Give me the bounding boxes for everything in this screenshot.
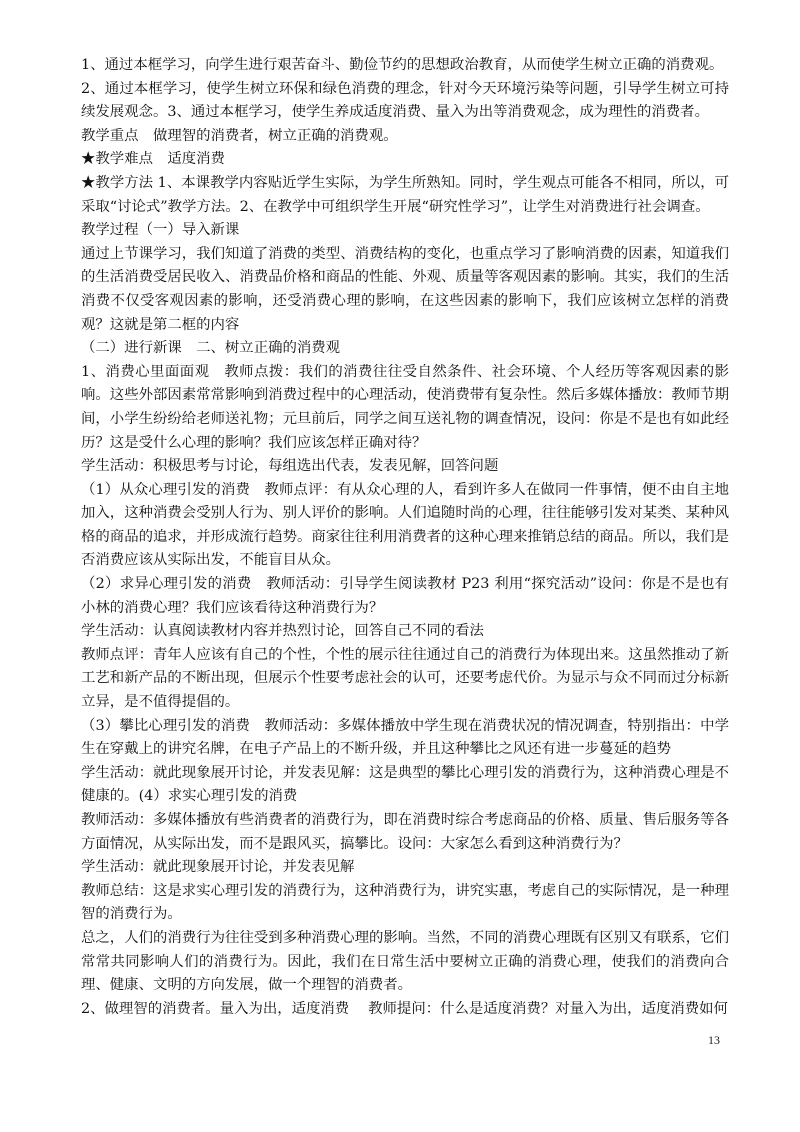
paragraph-difficulty: ★教学难点 适度消费 (81, 151, 225, 168)
paragraph-new-lesson-heading: （二）进行新课 二、树立正确的消费观 (81, 340, 341, 357)
paragraph-student-activity-4: 学生活动：就此现象展开讨论，并发表见解 (81, 859, 355, 876)
paragraph-rational-consumer: 2、做理智的消费者。量入为出，适度消费 教师提问：什么是适度消费？对量入为出，适度消费如何 (81, 1000, 728, 1017)
paragraph-student-activity-1: 学生活动：积极思考与讨论，每组选出代表，发表见解，回答问题 (81, 458, 499, 475)
paragraph-student-activity-3: 学生活动：就此现象展开讨论，并发表见解：这是典型的攀比心理引发的消费行为，这种消费心理是不健康的。(4）求实心理引发的消费 (81, 764, 729, 805)
paragraph-goal-1: 1、通过本框学习，向学生进行艰苦奋斗、勤俭节约的思想政治教育，从而使学生树立正确的消费观。 (81, 57, 724, 73)
paragraph-conformity: （1）从众心理引发的消费 教师点评：有从众心理的人，看到许多人在做同一件事情，便不由自主地加入，这种消费会受别人行为、别人评价的影响。人们追随时尚的心理，往往能够引发对某类、某种风格的商品的追求，并形成流行趋势。商家往往利用消费者的这种心理来推销总结的商品。所以，我们是否消费应该从实际出发，不能盲目从众。 (81, 481, 729, 569)
paragraph-key-point: 教学重点 做理智的消费者，树立正确的消费观。 (81, 127, 398, 144)
document-body (81, 54, 729, 1021)
paragraph-goal-2-3: 2、通过本框学习，使学生树立环保和绿色消费的理念，针对今天环境污染等问题，引导学生树立可持续发展观念。3、通过本框学习，使学生养成适度消费、量入为出等消费观念，成为理性的消费者。 (81, 80, 729, 121)
paragraph-teacher-summary: 教师总结：这是求实心理引发的消费行为，这种消费行为，讲究实惠，考虑自己的实际情况，是一种理智的消费行为。 (81, 882, 729, 923)
paragraph-comparison: （3）攀比心理引发的消费 教师活动：多媒体播放中学生现在消费状况的情况调查，特别指出：中学生在穿戴上的讲究名牌，在电子产品上的不断升级，并且这种攀比之风还有进一步蔓延的趋势 (81, 717, 729, 758)
paragraph-process-heading: 教学过程（一）导入新课 (81, 222, 240, 239)
paragraph-teacher-comment-1: 教师点评：青年人应该有自己的个性，个性的展示往往通过自己的消费行为体现出来。这虽然推动了新工艺和新产品的不断出现，但展示个性要考虑社会的认可，还要考虑代价。为显示与众不同而过分标新立异，是不值得提倡的。 (81, 646, 729, 711)
paragraph-intro: 通过上节课学习，我们知道了消费的类型、消费结构的变化，也重点学习了影响消费的因素，知道我们的生活消费受居民收入、消费品价格和商品的性能、外观、质量等客观因素的影响。其实，我们的生活消费不仅受客观因素的影响，还受消费心理的影响，在这些因素的影响下，我们应该树立怎样的消费观？这就是第二框的内容 (81, 245, 729, 333)
paragraph-conclusion: 总之，人们的消费行为往往受到多种消费心理的影响。当然，不同的消费心理既有区别又有联系，它们常常共同影响人们的消费行为。因此，我们在日常生活中要树立正确的消费心理，使我们的消费向合理、健康、文明的方向发展，做一个理智的消费者。 (81, 929, 729, 994)
page-number: 13 (708, 1033, 720, 1047)
paragraph-psychology-overview: 1、消费心里面面观 教师点拨：我们的消费往往受自然条件、社会环境、个人经历等客观因素的影响。这些外部因素常常影响到消费过程中的心理活动，使消费带有复杂性。然后多媒体播放：教师节期间，小学生纷纷给老师送礼物；元旦前后，同学之间互送礼物的调查情况，设问：你是不是也有如此经历？这是受什么心理的影响？我们应该怎样正确对待？ (81, 363, 729, 451)
paragraph-method: ★教学方法 1、本课教学内容贴近学生实际，为学生所熟知。同时，学生观点可能各不相同，所以，可采取“讨论式”教学方法。2、在教学中可组织学生开展“研究性学习”，让学生对消费进行社会调查。 (81, 174, 729, 215)
paragraph-teacher-activity-4: 教师活动：多媒体播放有些消费者的消费行为，即在消费时综合考虑商品的价格、质量、售后服务等各方面情况，从实际出发，而不是跟风买，搞攀比。设问：大家怎么看到这种消费行为？ (81, 812, 729, 852)
paragraph-student-activity-2: 学生活动：认真阅读教材内容并热烈讨论，回答自己不同的看法 (81, 623, 484, 640)
paragraph-novelty: （2）求异心理引发的消费 教师活动：引导学生阅读教材 P23 利用“探究活动”设问：你是不是也有小林的消费心理？我们应该看待这种消费行为？ (81, 576, 729, 616)
